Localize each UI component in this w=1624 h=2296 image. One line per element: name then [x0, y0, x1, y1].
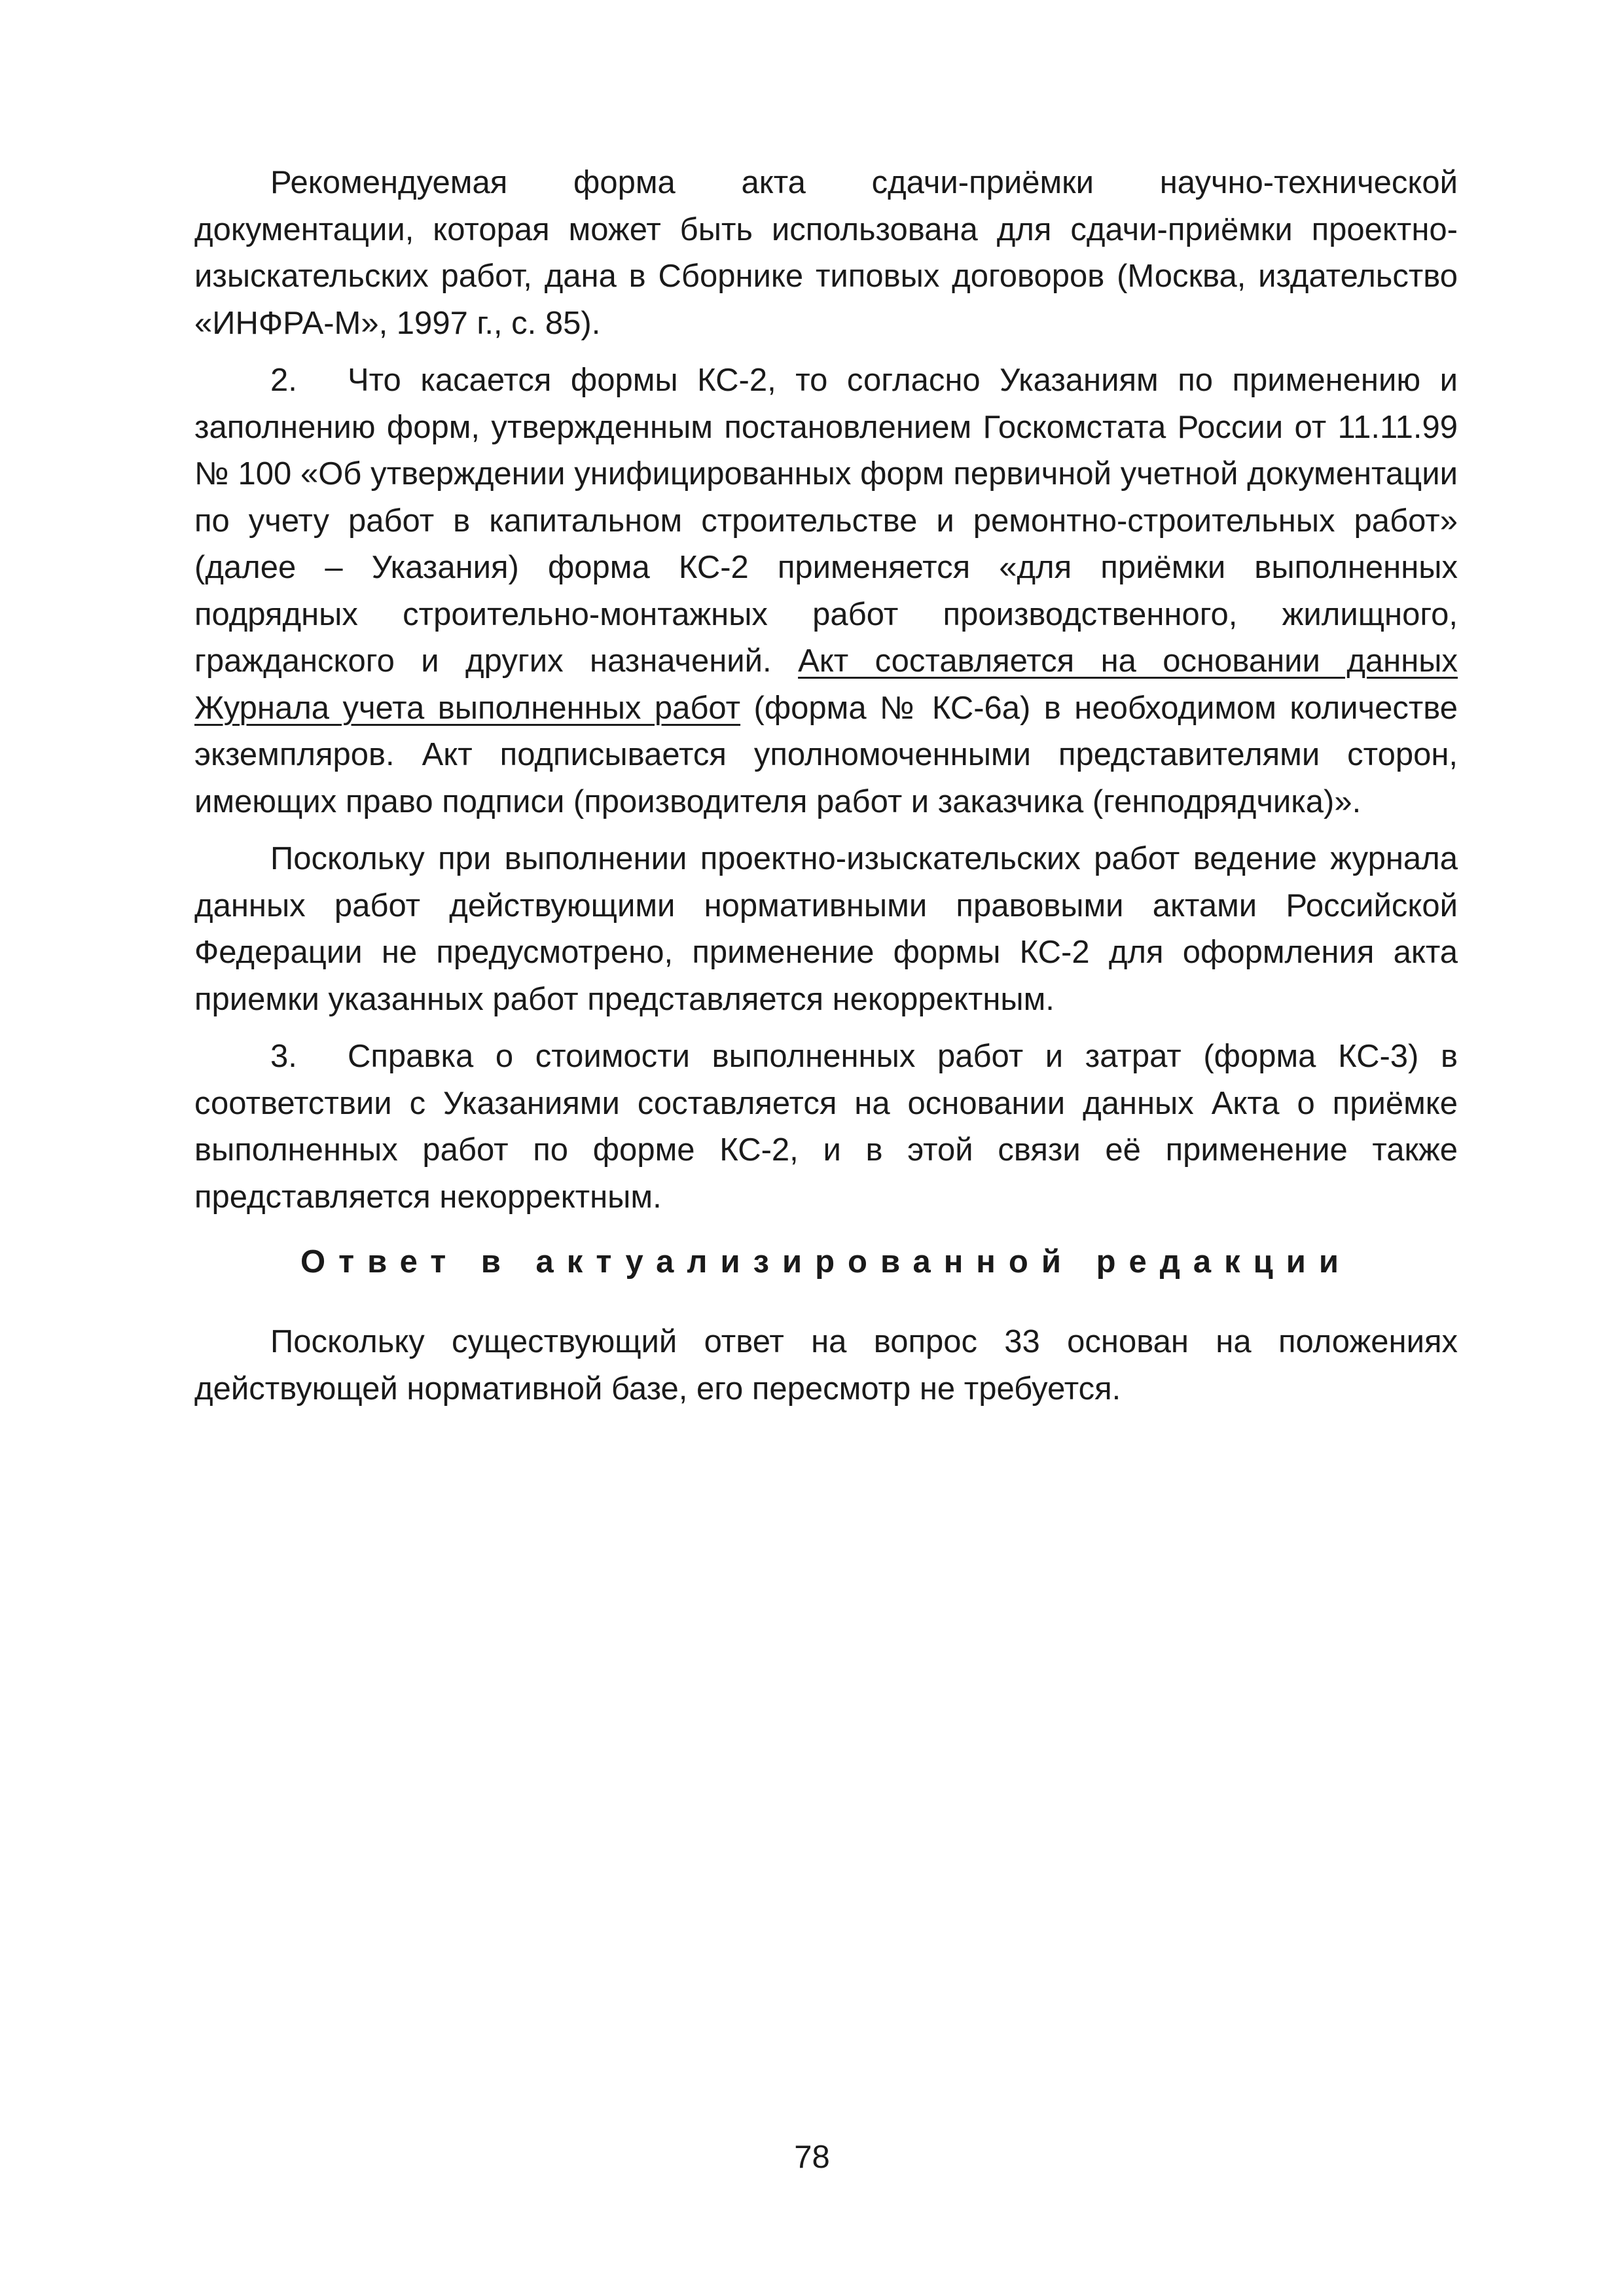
paragraph-journal: Поскольку при выполнении проектно-изыскательских работ ведение журнала данных работ действующими нормативными правовыми актами Российской Федерации не предусмотрено, применение формы КС-2 для оформления акта приемки указанных работ представляется некорректным. [194, 841, 1458, 1017]
paragraph-ks2 [194, 357, 1458, 825]
item-number-3: 3. [270, 1039, 297, 1074]
page-number: 78 [794, 2140, 830, 2175]
section-heading: Ответ в актуализированной редакции [300, 1244, 1352, 1280]
body-text-top [194, 160, 1458, 1221]
paragraph-answer: Поскольку существующий ответ на вопрос 33 основан на положениях действующей нормативной базе, его пересмотр не требуется. [194, 1324, 1458, 1407]
body-text-bottom [194, 1319, 1458, 1412]
paragraph-ks2-text-after: (форма № КС-6а) в необходимом количестве экземпляров. Акт подписывается уполномоченными представителями сторон, имеющих право подписи (производителя работ и заказчика (генподрядчика)». [194, 690, 1458, 819]
underlined-quote: Акт составляется на основании данных Журнала учета выполненных работ [194, 643, 1458, 726]
paragraph-ks3 [194, 1033, 1458, 1221]
item-number-2: 2. [270, 363, 297, 398]
paragraph-ks3-text: Справка о стоимости выполненных работ и затрат (форма КС-3) в соответствии с Указаниями составляется на основании данных Акта о приёмке выполненных работ по форме КС-2, и в этой связи её применение также представляется некорректным. [194, 1039, 1458, 1215]
paragraph-form-recommendation: Рекомендуемая форма акта сдачи-приёмки научно-технической документации, которая может быть использована для сдачи-приёмки проектно-изыскательских работ, дана в Сборнике типовых договоров (Москва, издательство «ИНФРА-М», 1997 г., с. 85). [194, 165, 1458, 341]
paragraph-ks2-text-before: Что касается формы КС-2, то согласно Указаниям по применению и заполнению форм, утвержденным постановлением Госкомстата России от 11.11.99 № 100 «Об утверждении унифицированных форм первичной учетной документации по учету работ в капитальном строительстве и ремонтно-строительных работ» (далее – Указания) форма КС-2 применяется «для приёмки выполненных подрядных строительно-монтажных работ производственного, жилищного, гражданского и других назначений. [194, 363, 1458, 679]
